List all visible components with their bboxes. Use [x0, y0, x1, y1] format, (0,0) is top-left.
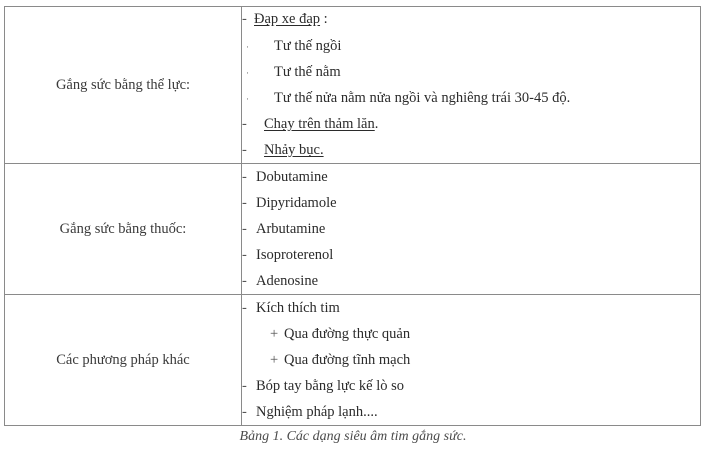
list-item [242, 190, 700, 216]
list-item [242, 399, 700, 425]
item-text: Kích thích tim [256, 300, 340, 316]
item-text: Nhảy bục. [264, 142, 324, 158]
item-text: Qua đường tĩnh mạch [284, 352, 411, 368]
dash-marker: - [242, 142, 247, 158]
row-label-pharmacologic: Gắng sức bằng thuốc: [5, 164, 242, 295]
row-items-physical [242, 7, 701, 164]
list-item [242, 33, 700, 59]
dash-marker: - [242, 11, 247, 27]
list-item [242, 295, 700, 321]
item-text: Nghiệm pháp lạnh.... [256, 404, 378, 420]
dash-marker: - [242, 116, 247, 132]
item-text: Isoproterenol [256, 247, 334, 263]
item-text: Dobutamine [256, 169, 328, 185]
list-item [242, 111, 700, 137]
row-label-other: Các phương pháp khác [5, 295, 242, 426]
stress-test-table [4, 6, 701, 426]
item-text: Dipyridamole [256, 195, 337, 211]
item-text: Arbutamine [256, 221, 326, 237]
item-text: Adenosine [256, 273, 319, 289]
bullet-icon: · [246, 42, 249, 52]
item-text: Bóp tay bằng lực kế lò so [256, 378, 405, 394]
bullet-icon: · [246, 94, 249, 104]
item-text: Tư thế nằm [274, 64, 341, 80]
item-text: Qua đường thực quản [284, 326, 411, 342]
row-items-pharmacologic [242, 164, 701, 295]
item-text: Đạp xe đạp [254, 11, 321, 27]
item-text: Tư thế ngồi [274, 38, 342, 54]
table-caption: Bảng 1. Các dạng siêu âm tim gắng sức. [239, 429, 467, 444]
dash-marker: - [242, 273, 247, 289]
dash-marker: - [242, 300, 247, 316]
table-row-other [5, 295, 701, 426]
list-item [242, 347, 700, 373]
dash-marker: - [242, 221, 247, 237]
item-text: Tư thế nửa nằm nửa ngồi và nghiêng trái 30-45 độ. [274, 90, 571, 106]
dash-marker: - [242, 169, 247, 185]
list-item [242, 321, 700, 347]
list-item [242, 59, 700, 85]
list-item [242, 137, 700, 163]
item-suffix: : [320, 11, 328, 27]
dash-marker: - [242, 195, 247, 211]
bullet-icon: · [246, 68, 249, 78]
plus-marker: + [270, 352, 279, 368]
plus-marker: + [270, 326, 279, 342]
list-item [242, 373, 700, 399]
row-label-physical: Gắng sức bằng thể lực: [5, 7, 242, 164]
list-item [242, 242, 700, 268]
list-item [242, 85, 700, 111]
dash-marker: - [242, 404, 247, 420]
list-item [242, 164, 700, 190]
list-item [242, 216, 700, 242]
dash-marker: - [242, 378, 247, 394]
table-row-physical [5, 7, 701, 164]
list-item [242, 7, 700, 33]
list-item [242, 268, 700, 294]
item-suffix: . [374, 116, 379, 132]
item-text: Chạy trên thảm lăn [264, 116, 375, 132]
dash-marker: - [242, 247, 247, 263]
table-row-pharmacologic [5, 164, 701, 295]
row-items-other [242, 295, 701, 426]
